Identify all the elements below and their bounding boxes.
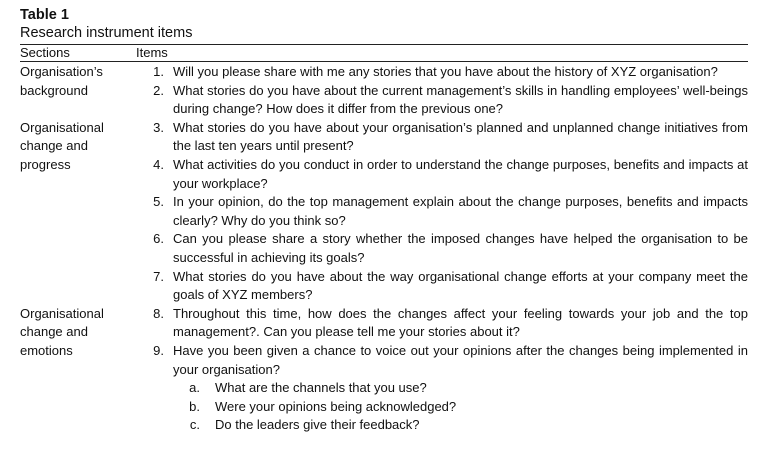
sub-item-text: What are the channels that you use? xyxy=(215,380,427,396)
item-number: 3. xyxy=(153,119,164,135)
section-items xyxy=(136,63,748,119)
item-text: What stories do you have about the current management’s skills in handling employees’ well-beings during change? How does it differ from the previous one? xyxy=(173,82,748,117)
sub-item-text: Do the leaders give their feedback? xyxy=(215,417,420,433)
item-number: 4. xyxy=(153,156,164,172)
section-name-line: Organisational xyxy=(20,119,104,135)
list-item xyxy=(136,268,748,305)
section-items xyxy=(136,119,748,305)
section-name xyxy=(20,119,136,305)
sub-list-item xyxy=(174,398,748,417)
table-caption: Research instrument items xyxy=(20,25,193,41)
item-number: 5. xyxy=(153,194,164,210)
table-body xyxy=(20,63,748,435)
item-number: 8. xyxy=(153,305,164,321)
section-name xyxy=(20,63,136,119)
item-text: What stories do you have about your organisation’s planned and unplanned change initiatives from the last ten years until present? xyxy=(173,119,748,154)
table-row xyxy=(20,63,748,119)
sub-item-list xyxy=(136,379,748,435)
section-items xyxy=(136,305,748,435)
item-text: Will you please share with me any stories that you have about the history of XYZ organisation? xyxy=(173,64,718,79)
item-number: 7. xyxy=(153,268,164,284)
item-number: 1. xyxy=(153,64,164,79)
list-item xyxy=(136,305,748,342)
list-item xyxy=(136,230,748,267)
sub-item-letter: b. xyxy=(189,398,200,414)
section-name-line: emotions xyxy=(20,342,73,358)
list-item xyxy=(136,342,748,379)
item-text: In your opinion, do the top management explain about the change purposes, benefits and impacts clearly? Why do you think so? xyxy=(173,194,748,228)
section-name-line: background xyxy=(20,82,88,98)
header-sections: Sections xyxy=(20,45,70,60)
list-item xyxy=(136,193,748,230)
table-label: Table 1 xyxy=(20,7,69,23)
sub-item-text: Were your opinions being acknowledged? xyxy=(215,398,457,414)
section-name-line: Organisation’s xyxy=(20,64,103,79)
sub-item-letter: a. xyxy=(189,380,200,396)
header-items: Items xyxy=(136,45,168,60)
item-number: 2. xyxy=(153,82,164,98)
sub-list-item xyxy=(174,416,748,435)
section-name-line: progress xyxy=(20,156,71,172)
section-name-line: change and xyxy=(20,138,88,154)
document-table xyxy=(20,6,748,435)
section-name-line: change and xyxy=(20,324,88,340)
item-text: What stories do you have about the way organisational change efforts at your company meet the goals of XYZ members? xyxy=(173,268,748,303)
list-item xyxy=(136,82,748,119)
table-row xyxy=(20,305,748,435)
item-text: Throughout this time, how does the changes affect your feeling towards your job and the top management?. Can you please tell me your stories about it? xyxy=(173,305,748,340)
list-item xyxy=(136,156,748,193)
sub-item-letter: c. xyxy=(189,417,200,433)
item-number: 6. xyxy=(153,231,164,247)
item-text: What activities do you conduct in order to understand the change purposes, benefits and impacts at your workplace? xyxy=(173,156,748,191)
item-number: 9. xyxy=(153,342,164,358)
item-text: Can you please share a story whether the imposed changes have helped the organisation to be successful in achieving its goals? xyxy=(173,231,748,265)
header-row xyxy=(20,45,748,61)
item-text: Have you been given a chance to voice out your opinions after the changes being implemented in your organisation? xyxy=(173,342,748,377)
list-item xyxy=(136,63,748,82)
section-name-line: Organisational xyxy=(20,305,104,321)
section-name xyxy=(20,305,136,435)
list-item xyxy=(136,119,748,156)
sub-list-item xyxy=(174,379,748,398)
header-rule xyxy=(20,61,748,62)
table-row xyxy=(20,119,748,305)
